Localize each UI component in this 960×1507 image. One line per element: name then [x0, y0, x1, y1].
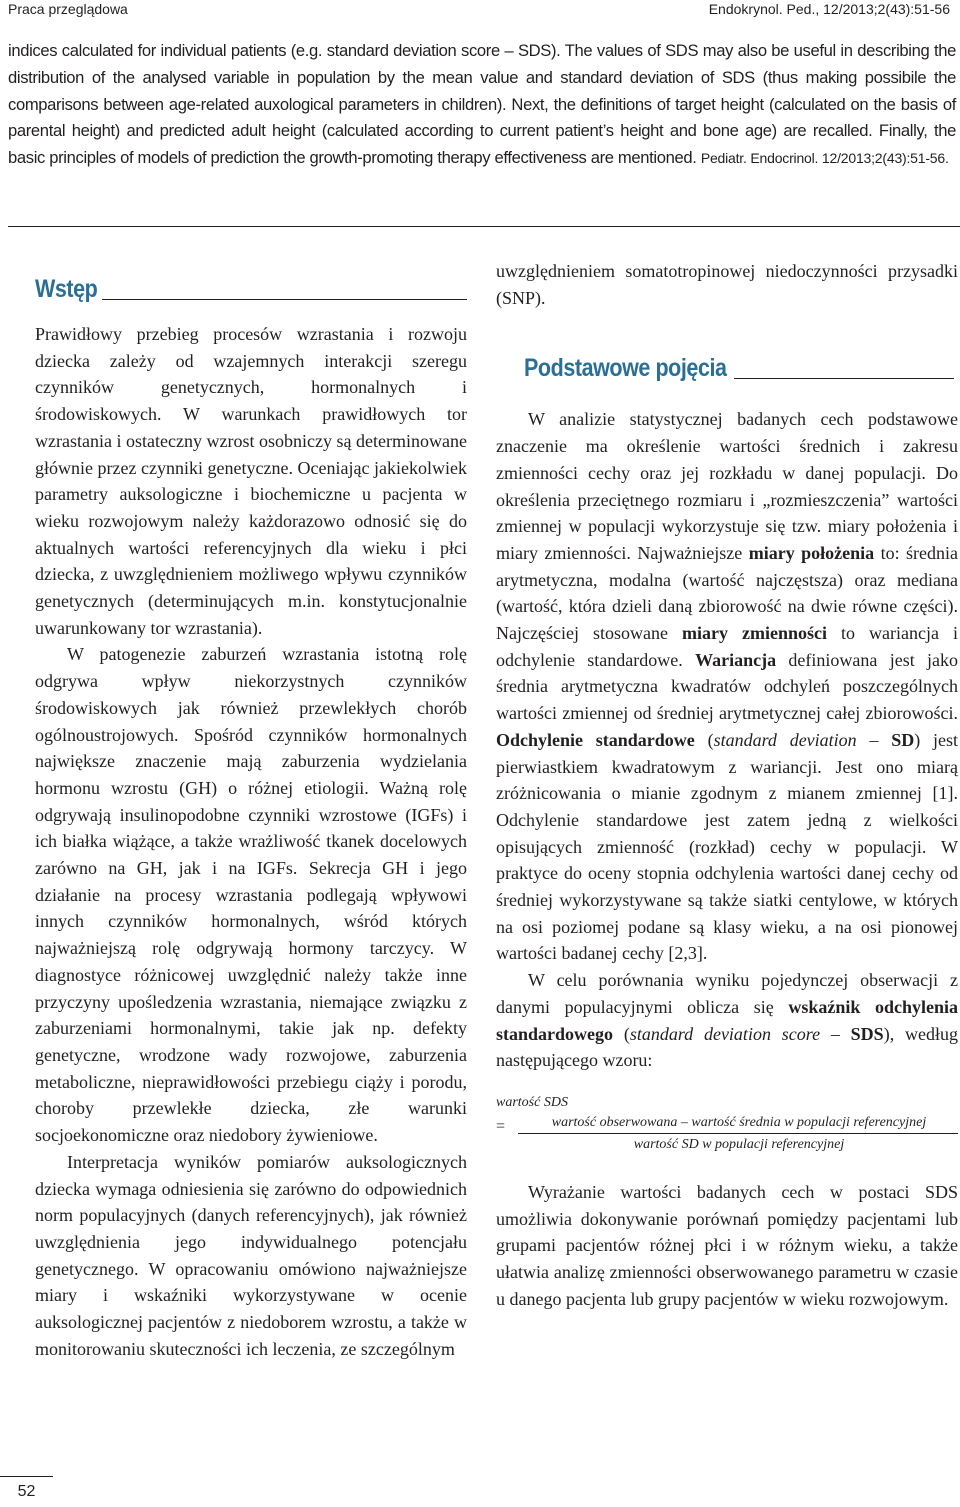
- sds-formula: [496, 1092, 958, 1152]
- abstract-citation: Pediatr. Endocrinol. 12/2013;2(43):51-56.: [700, 150, 949, 167]
- paragraph-continuation: uwzględnieniem somatotropinowej niedoczynności przysadki (SNP).: [496, 261, 958, 308]
- term-english: standard deviation: [713, 729, 857, 750]
- formula-numerator: wartość obserwowana – wartość średnia w populacji referencyjnej: [551, 1114, 927, 1130]
- term-wariancja: Wariancja: [695, 649, 777, 670]
- section-heading-podstawowe-pojecia: [524, 343, 954, 383]
- heading-rule: [734, 378, 954, 379]
- paragraph: Wyrażanie wartości badanych cech w postaci SDS umożliwia dokonywanie porównań pomiędzy pacjentami lub grupami pacjentów różnej płci i w różnym wieku, a także ułatwia analizę zmienności obserwowanego parametru w czasie u danego pacjenta lub grupy pacjentów w wieku rozwojowym.: [496, 1181, 958, 1309]
- right-column: [496, 258, 958, 1313]
- heading-rule: [102, 299, 468, 300]
- journal-citation-header: Endokrynol. Ped., 12/2013;2(43):51-56: [708, 1, 950, 17]
- section-divider: [8, 226, 960, 227]
- formula-equals: =: [496, 1117, 506, 1135]
- section-heading-wstep: [35, 268, 467, 304]
- left-column: [35, 258, 467, 1362]
- paragraph: W patogenezie zaburzeń wzrastania istotną rolę odgrywa wpływ niekorzystnych czynników środowiskowych jak również przewlekłych chorób ogólnoustrojowych. Spośród czynników hormonalnych największe znaczenie mają zaburzenia wydzielania hormonu wzrostu (GH) o różnej etiologii. Ważną rolę odgrywają insulinopodobne czynniki wzrostowe (IGFs) i ich białka wiążące, a także wrażliwość tkanek docelowych zarówno na GH, jak i na IGFs. Sekrecja GH i jego działanie na procesy wzrastania podlegają wpływowi innych czynników hormonalnych, wśród których najważniejszą rolę odgrywają hormony tarczycy. W diagnostyce różnicowej uwzględnić należy także inne przyczyny upośledzenia wzrastania, niemające związku z zaburzeniami hormonalnymi, takie jak np. defekty genetyczne, wrodzone wady rozwojowe, zaburzenia metaboliczne, nieprawidłowości przebiegu ciąży i porodu, choroby przewlekłe dziecka, złe warunki socjoekonomiczne oraz niedobory żywieniowe.: [35, 644, 467, 1146]
- term-odchylenie-standardowe: Odchylenie standardowe: [496, 729, 695, 750]
- paragraph: W celu porównania wyniku pojedynczej obserwacji z danymi populacyjnymi oblicza się wskaźnik odchylenia standardowego (standard deviation score – SDS), według następującego wzoru:: [496, 970, 958, 1071]
- formula-denominator: wartość SD w populacji referencyjnej: [633, 1136, 845, 1152]
- term-sd: SD: [891, 729, 915, 750]
- running-head: [8, 0, 952, 20]
- article-type-label: Praca przeglądowa: [8, 1, 128, 17]
- term-wskaznik-sds: wskaźnik odchylenia standardowego: [496, 996, 958, 1044]
- term-miary-polozenia: miary położenia: [748, 542, 875, 563]
- formula-lhs: wartość SDS: [496, 1094, 568, 1110]
- paragraph: Prawidłowy przebieg procesów wzrastania i rozwoju dziecka zależy od wzajemnych interakcji szeregu czynników genetycznych, hormonalnych i środowiskowych. W warunkach prawidłowych tor wzrastania i ostateczny wzrost osobniczy są determinowane głównie przez czynniki genetyczne. Oceniając jakiekolwiek parametry auksologiczne i biochemiczne u pacjenta w wieku rozwojowym należy każdorazowo odnosić się do aktualnych wartości referencyjnych dla wieku i płci dziecka, z uwzględnieniem możliwego wpływu czynników genetycznych (determinujących m.in. konstytucjonalnie uwarunkowany tor wzrastania).: [35, 324, 467, 638]
- section-heading-text: Podstawowe pojęcia: [524, 354, 727, 383]
- term-miary-zmiennosci: miary zmienności: [681, 623, 827, 644]
- abstract-text: indices calculated for individual patients (e.g. standard deviation score – SDS). The values of SDS may also be useful in describing the distribution of the analysed variable in population by the mean value and standard deviation of SDS (thus making possibile the comparisons between age-related auxological parameters in children). Next, the definitions of target height (calculated on the basis of parental height) and predicted adult height (calculated according to current patient’s height and bone age) are recalled. Finally, the basic principles of models of prediction the growth-promoting therapy effectiveness are mentioned.: [8, 41, 956, 168]
- term-english: standard deviation score: [629, 1023, 821, 1044]
- fraction-bar: [518, 1133, 958, 1134]
- page-number: 52: [0, 1476, 53, 1507]
- paragraph: W analizie statystycznej badanych cech podstawowe znaczenie ma określenie wartości średnich i zakresu zmienności cechy oraz jej rozkładu w danej populacji. Do określenia przeciętnego rozmiaru i „rozmieszczenia” wartości zmiennej w populacji wykorzystuje się tzw. miary położenia i miary zmienności. Najważniejsze miary położenia to: średnia arytmetyczna, modalna (wartość najczęstsza) oraz mediana (wartość, która dzieli daną zbiorowość na dwie równe części). Najczęściej stosowane miary zmienności to wariancja i odchylenie standardowe. Wariancja definiowana jest jako średnia arytmetyczna kwadratów odchyleń poszczególnych wartości zmiennej od średniej arytmetycznej całej zbiorowości. Odchylenie standardowe (standard deviation – SD) jest pierwiastkiem kwadratowym z wariancji. Jest ono miarą zróżnicowania o mianie zgodnym z mianem zmiennej [1]. Odchylenie standardowe jest zatem jedną z wielkości opisujących zmienność (rozkład) cechy w populacji. W praktyce do oceny stopnia odchylenia wartości danej cechy od średniej wykorzystywane są także siatki centylowe, w których na osi poziomej podane są klasy wieku, a na osi pionowej wartości badanej cechy [2,3].: [496, 409, 959, 964]
- section-heading-text: Wstęp: [35, 275, 98, 303]
- term-sds: SDS: [850, 1023, 884, 1044]
- paragraph: Interpretacja wyników pomiarów auksologicznych dziecka wymaga odniesienia się zarówno do odpowiednich norm populacyjnych (danych referencyjnych), jak również uwzględnienia jego indywidualnego potencjału genetycznego. W opracowaniu omówiono najważniejsze miary i wskaźniki wykorzystywane w ocenie auksologicznej pacjentów z niedoborem wzrostu, a także w monitorowaniu skuteczności ich leczenia, ze szczególnym: [35, 1151, 467, 1359]
- english-abstract: [8, 38, 956, 172]
